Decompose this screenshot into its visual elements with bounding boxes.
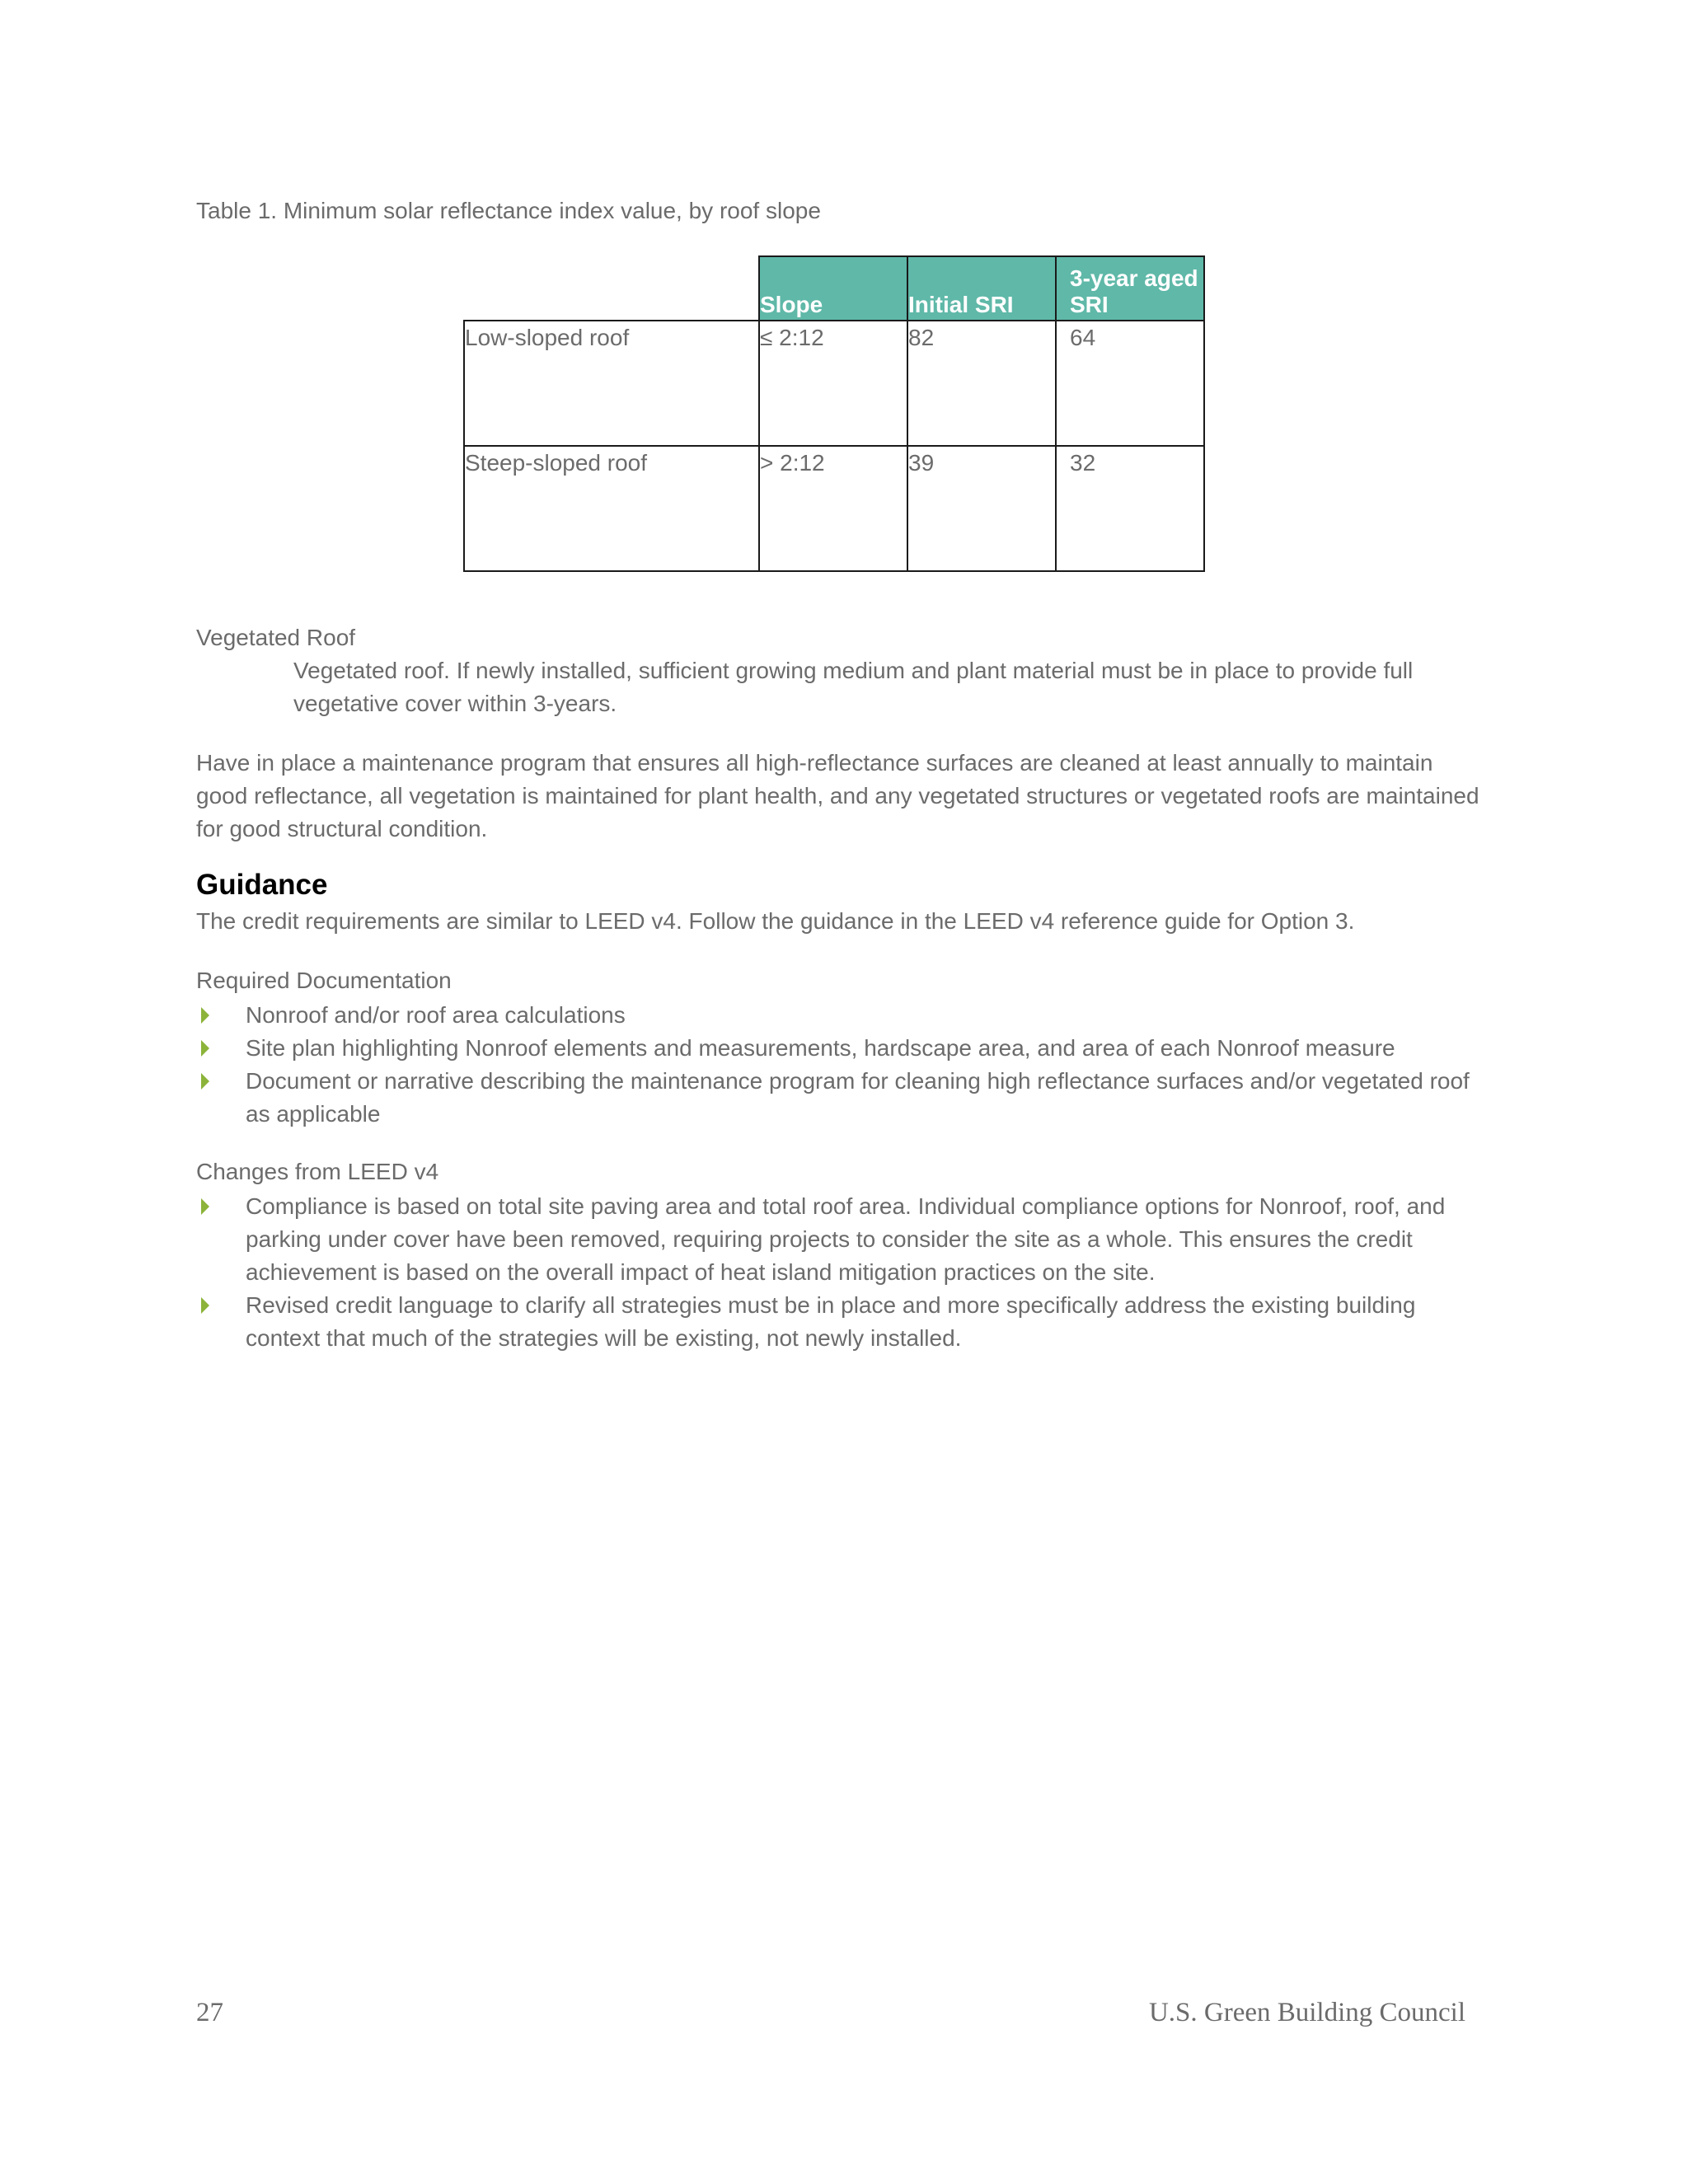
bullet-arrow-icon	[201, 1198, 209, 1215]
bullet-arrow-icon	[201, 1297, 209, 1314]
bullet-arrow-icon	[201, 1040, 209, 1057]
list-item-text: Revised credit language to clarify all strategies must be in place and more specifically address the existing building context that much of the strategies will be existing, not newly installed.	[246, 1292, 1416, 1351]
sri-table	[463, 255, 1205, 572]
changes-list	[196, 1190, 1482, 1355]
list-item	[196, 999, 1482, 1032]
table-cell-slope: > 2:12	[759, 446, 907, 571]
page-number: 27	[196, 1998, 223, 2027]
table-cell-aged-sri: 32	[1056, 446, 1204, 571]
list-item-text: Nonroof and/or roof area calculations	[246, 1002, 626, 1028]
list-item	[196, 1032, 1482, 1065]
list-item	[196, 1289, 1482, 1355]
footer-organization: U.S. Green Building Council	[1148, 1998, 1465, 2027]
table-row	[464, 321, 1204, 446]
required-documentation-list	[196, 999, 1482, 1131]
table-cell-slope: ≤ 2:12	[759, 321, 907, 446]
list-item-text: Compliance is based on total site paving area and total roof area. Individual compliance options for Nonroof, roof, and parking under cover have been removed, requiring projects to consider the site as a whole. This ensures the credit achievement is based on the overall impact of heat island mitigation practices on the site.	[246, 1193, 1446, 1285]
guidance-heading: Guidance	[196, 869, 328, 901]
required-documentation-label: Required Documentation	[196, 968, 452, 993]
vegetated-roof-text: Vegetated roof. If newly installed, sufficient growing medium and plant material must be in place to provide full vegetative cover within 3-years.	[293, 658, 1414, 716]
table-row	[464, 446, 1204, 571]
guidance-paragraph: The credit requirements are similar to LEED v4. Follow the guidance in the LEED v4 reference guide for Option 3.	[196, 908, 1355, 934]
table-cell-aged-sri: 64	[1056, 321, 1204, 446]
table-header-aged-sri: 3-year aged SRI	[1056, 256, 1204, 321]
list-item-text: Site plan highlighting Nonroof elements and measurements, hardscape area, and area of each Nonroof measure	[246, 1035, 1395, 1061]
bullet-arrow-icon	[201, 1073, 209, 1090]
table-cell-roof-type: Low-sloped roof	[464, 321, 759, 446]
maintenance-paragraph: Have in place a maintenance program that ensures all high-reflectance surfaces are cleaned at least annually to maintain good reflectance, all vegetation is maintained for plant health, and any vegetated structures or vegetated roofs are maintained for good structural condition.	[196, 750, 1479, 841]
list-item-text: Document or narrative describing the maintenance program for cleaning high reflectance surfaces and/or vegetated roof as applicable	[246, 1068, 1470, 1127]
table-caption: Table 1. Minimum solar reflectance index value, by roof slope	[196, 198, 821, 223]
table-header-row	[464, 256, 1204, 321]
table-header-initial-sri: Initial SRI	[907, 256, 1056, 321]
bullet-arrow-icon	[201, 1007, 209, 1024]
changes-label: Changes from LEED v4	[196, 1159, 439, 1184]
table-cell-initial-sri: 82	[907, 321, 1056, 446]
table-cell-roof-type: Steep-sloped roof	[464, 446, 759, 571]
list-item	[196, 1190, 1482, 1289]
table-header-slope: Slope	[759, 256, 907, 321]
table-cell-initial-sri: 39	[907, 446, 1056, 571]
list-item	[196, 1065, 1482, 1131]
table-header-empty	[464, 256, 759, 321]
vegetated-roof-label: Vegetated Roof	[196, 625, 356, 650]
